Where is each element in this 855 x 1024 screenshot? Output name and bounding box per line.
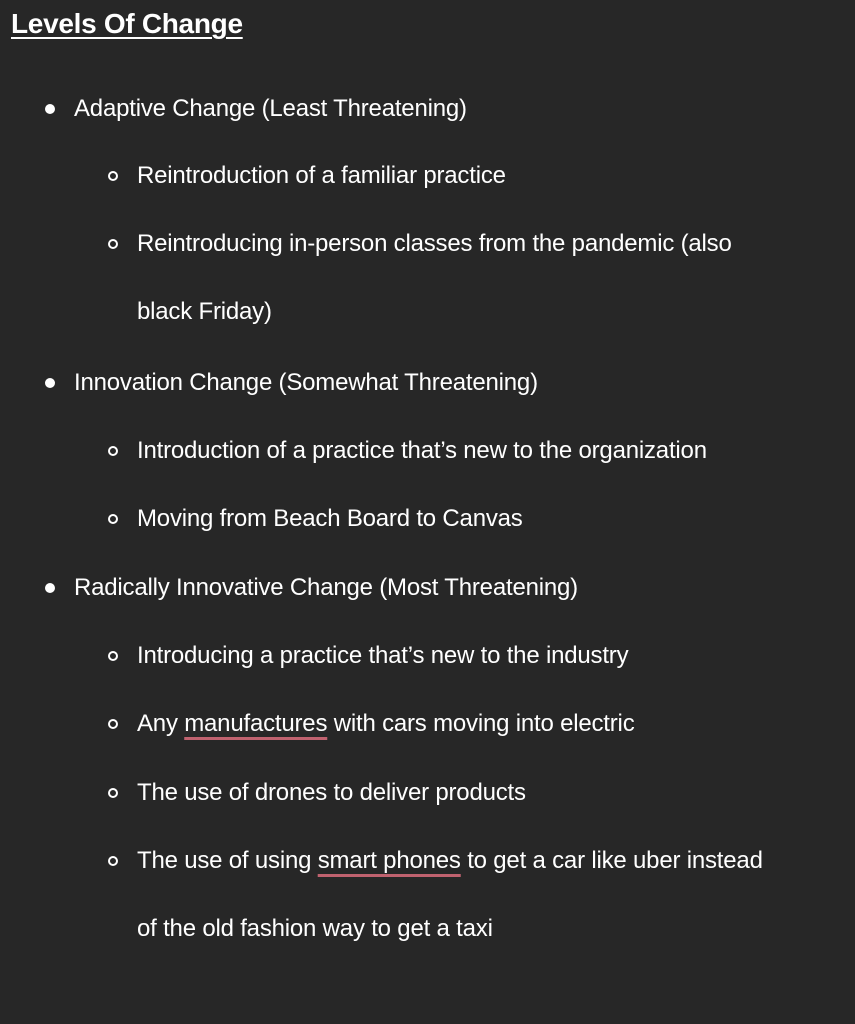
level-heading-adaptive: Adaptive Change (Least Threatening): [74, 95, 467, 122]
list-item: Introduction of a practice that’s new to the organization: [137, 437, 707, 464]
text-segment: to get a car like uber instead: [460, 847, 763, 874]
spellcheck-flagged-word[interactable]: smart phones: [317, 847, 461, 874]
level-heading-innovation: Innovation Change (Somewhat Threatening): [74, 369, 538, 396]
bullet-circle-icon: [108, 651, 118, 661]
text-segment: with cars moving into electric: [327, 710, 635, 737]
list-item: Reintroducing in-person classes from the pandemic (also: [137, 230, 732, 257]
level-heading-radical: Radically Innovative Change (Most Threatening): [74, 574, 578, 601]
bullet-circle-icon: [108, 788, 118, 798]
bullet-circle-icon: [108, 446, 118, 456]
document-title: Levels Of Change: [11, 8, 243, 39]
list-item: [137, 709, 635, 739]
bullet-circle-icon: [108, 719, 118, 729]
text-segment: The use of using: [137, 847, 318, 874]
bullet-circle-icon: [108, 239, 118, 249]
spellcheck-flagged-word[interactable]: manufactures: [184, 710, 328, 737]
bullet-dot-icon: [45, 583, 55, 593]
list-item: [137, 846, 763, 876]
text-segment: Any: [137, 710, 185, 737]
bullet-dot-icon: [45, 104, 55, 114]
list-item: Reintroduction of a familiar practice: [137, 162, 506, 189]
bullet-circle-icon: [108, 171, 118, 181]
list-item-continuation: black Friday): [137, 298, 272, 325]
list-item-continuation: of the old fashion way to get a taxi: [137, 915, 493, 942]
list-item: Introducing a practice that’s new to the industry: [137, 642, 629, 669]
bullet-dot-icon: [45, 378, 55, 388]
bullet-circle-icon: [108, 856, 118, 866]
bullet-circle-icon: [108, 514, 118, 524]
list-item: Moving from Beach Board to Canvas: [137, 505, 523, 532]
list-item: The use of drones to deliver products: [137, 779, 526, 806]
